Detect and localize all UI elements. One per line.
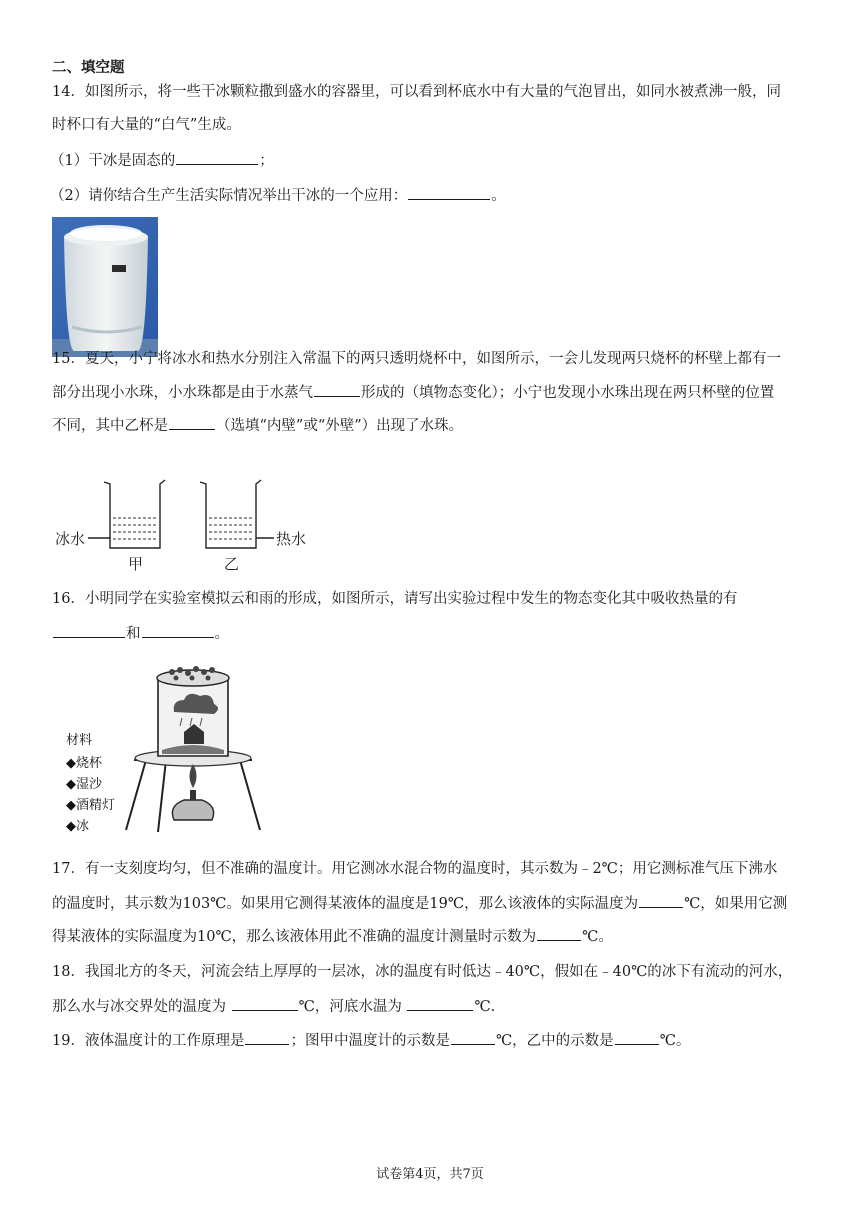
q17-line1: 17．有一支刻度均匀，但不准确的温度计。用它测冰水混合物的温度时，其示数为﹣2℃；用它测标准气压下沸水 — [52, 861, 778, 877]
q16-line1: 16．小明同学在实验室模拟云和雨的形成，如图所示，请写出实验过程中发生的物态变化其中吸收热量的有 — [52, 591, 738, 607]
material-wet-sand: ◆湿沙 — [66, 777, 102, 792]
q17-blank-2[interactable] — [537, 926, 581, 941]
q18-line2c: ℃. — [474, 999, 496, 1015]
two-beakers-figure — [52, 474, 312, 574]
q14-sub1-text: （1）干冰是固态的 — [50, 153, 176, 169]
q19-blank-2[interactable] — [451, 1030, 495, 1045]
q15-line2a: 部分出现小水珠，小水珠都是由于水蒸气 — [52, 385, 313, 401]
q16-line2-end: 。 — [214, 626, 229, 642]
q16-blank-1[interactable] — [53, 623, 125, 638]
q14-line2: 时杯口有大量的“白气”生成。 — [52, 117, 241, 133]
q18-line2b: ℃，河底水温为 — [298, 999, 407, 1015]
q18-blank-1[interactable] — [232, 996, 298, 1011]
q14-sub1 — [50, 150, 274, 171]
q15-line2 — [52, 382, 774, 403]
materials-title: 材料 — [66, 733, 93, 748]
q15-blank-1[interactable] — [314, 382, 360, 397]
q17-line3b: ℃。 — [582, 929, 613, 945]
material-alcohol-lamp: ◆酒精灯 — [66, 798, 115, 813]
q15-line3a: 不同，其中乙杯是 — [52, 418, 168, 434]
q14-sub1-end: ； — [259, 153, 274, 169]
section-title: 二、填空题 — [52, 60, 125, 76]
q16-line2-mid: 和 — [126, 626, 141, 642]
q14-sub2 — [50, 185, 506, 206]
q15-line3b: （选填“内壁”或“外壁”）出现了水珠。 — [216, 418, 464, 434]
q14-sub2-text: （2）请你结合生产生活实际情况举出干冰的一个应用： — [50, 188, 408, 204]
q19-line-a: 19．液体温度计的工作原理是 — [52, 1033, 245, 1049]
q18-blank-2[interactable] — [407, 996, 473, 1011]
q19-line-c: ℃，乙中的示数是 — [495, 1033, 614, 1049]
q16-line2 — [52, 623, 229, 644]
dry-ice-glass-photo — [52, 217, 158, 357]
page-footer: 试卷第4页，共7页 — [376, 1167, 484, 1182]
q17-line2a: 的温度时，其示数为103℃。如果用它测得某液体的温度是19℃，那么该液体的实际温度为 — [52, 896, 639, 912]
q15-blank-2[interactable] — [169, 415, 215, 430]
material-beaker: ◆烧杯 — [66, 756, 102, 771]
label-ice-water: 冰水 — [55, 530, 86, 548]
q15-line2b: 形成的（填物态变化）；小宁也发现小水珠出现在两只杯壁的位置 — [361, 385, 775, 401]
q18-line2a: 那么水与冰交界处的温度为 — [52, 999, 231, 1015]
q19-blank-3[interactable] — [615, 1030, 659, 1045]
cloud-rain-experiment-figure — [62, 660, 272, 836]
q19-line — [52, 1030, 690, 1051]
label-hot-water: 热水 — [276, 530, 307, 548]
q14-sub1-blank[interactable] — [176, 150, 258, 165]
material-ice: ◆冰 — [66, 819, 89, 834]
q15-line3 — [52, 415, 463, 436]
q17-line2b: ℃，如果用它测 — [684, 896, 788, 912]
q19-line-b: ；图甲中温度计的示数是 — [290, 1033, 450, 1049]
label-beaker-jia: 甲 — [128, 555, 144, 573]
q17-line3a: 得某液体的实际温度为10℃，那么该液体用此不准确的温度计测量时示数为 — [52, 929, 537, 945]
q17-blank-1[interactable] — [639, 893, 683, 908]
q18-line2 — [52, 996, 495, 1017]
q17-line3 — [52, 926, 613, 947]
q18-line1: 18．我国北方的冬天，河流会结上厚厚的一层冰，冰的温度有时低达﹣40℃，假如在﹣40℃的冰下有流动的河水， — [52, 964, 793, 980]
label-beaker-yi: 乙 — [224, 555, 240, 573]
q16-blank-2[interactable] — [142, 623, 214, 638]
q15-line1: 15．夏天，小宁将冰水和热水分别注入常温下的两只透明烧杯中，如图所示，一会儿发现两只烧杯的杯壁上都有一 — [52, 351, 781, 367]
q19-line-d: ℃。 — [659, 1033, 691, 1049]
q17-line2 — [52, 893, 787, 914]
q14-sub2-blank[interactable] — [408, 185, 490, 200]
q14-sub2-end: 。 — [491, 188, 506, 204]
q14-line1: 14．如图所示，将一些干冰颗粒撒到盛水的容器里，可以看到杯底水中有大量的气泡冒出，如同水被煮沸一般，同 — [52, 84, 781, 100]
q19-blank-1[interactable] — [245, 1030, 289, 1045]
